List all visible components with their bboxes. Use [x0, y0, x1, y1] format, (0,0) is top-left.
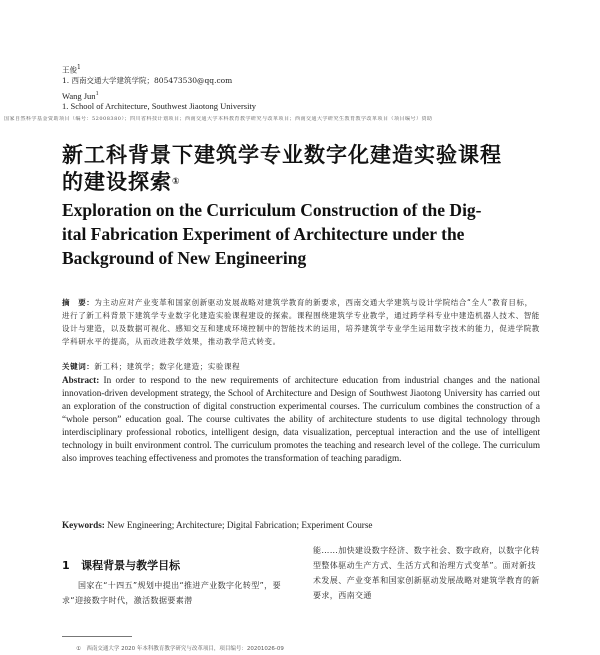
footnote-rule	[62, 636, 132, 637]
title-footnote-mark: ①	[172, 177, 181, 187]
footnote: ① 西南交通大学 2020 年本科教育教学研究与改革项目，项目编号：20201026-09	[76, 646, 284, 652]
section-right-paragraph: 能……加快建设数字经济、数字社会、数字政府，以数字化转型整体驱动生产方式、生活方式和治理方式变革”。面对新技术发展、产业变革和国家创新驱动发展战略对建筑学教育的新要求，西南交通	[313, 546, 540, 600]
author-cn: 王俊$^1$	[62, 64, 81, 75]
keywords-en-text: New Engineering; Architecture; Digital Fabrication; Experiment Course	[107, 520, 373, 530]
keywords-cn-text: 新工科；建筑学；数字化建造；实验课程	[94, 362, 241, 371]
section-number: 1	[62, 559, 70, 572]
title-en-line3: Background of New Engineering	[62, 248, 307, 268]
keywords-cn	[62, 360, 240, 373]
abstract-cn-label: 摘 要：	[62, 298, 95, 307]
title-en-line1: Exploration on the Curriculum Construction of the Dig-	[62, 200, 482, 220]
author-en: Wang Jun$^1$	[62, 90, 99, 101]
abstract-cn	[62, 296, 540, 360]
abstract-en-label: Abstract:	[62, 375, 100, 385]
section-heading	[62, 557, 180, 573]
title-cn-line1: 新工科背景下建筑学专业数字化建造实验课程	[62, 143, 502, 167]
title-cn-line2: 的建设探索①	[62, 170, 181, 194]
section-left-paragraph: 国家在“十四五”规划中提出“推进产业数字化转型”，要求“迎接数字时代，激活数据要素潜	[62, 581, 281, 605]
abstract-en-text: In order to respond to the new requirements of architecture education from industrial changes and the national innovation-driven development strategy, the School of Architecture and Design of Southwest Jiaotong University has carried out an exploration of the construction of digital construction experimental courses. The curriculum combines the construction of a “whole person” education goal. The course cultivates the ability of architecture students to use digital technology through interdisciplinary professional robotics, intelligent design, data visualization, perceptual interaction and the use of intelligent technology in built environment control. The curriculum promotes the teaching and research level of the college. The curriculum also improves teaching effectiveness and promotes the transformation of teaching paradigm.	[62, 375, 540, 463]
keywords-cn-label: 关键词：	[62, 362, 95, 371]
affiliation-cn: 1. 西南交通大学建筑学院；805473530@qq.com	[62, 76, 233, 85]
funding-note: 国家自然科学基金资助项目（编号：52008380）；四川省科技计划项目；西南交通大学本科教育教学研究与改革项目；西南交通大学研究生教育教学改革项目（项目编号）资助	[4, 116, 433, 122]
abstract-en	[62, 374, 540, 518]
title-en-line2: ital Fabrication Experiment of Architecture under the	[62, 224, 465, 244]
keywords-en-label: Keywords:	[62, 520, 105, 530]
section-title: 课程背景与教学目标	[81, 559, 181, 572]
affiliation-en: 1. School of Architecture, Southwest Jiaotong University	[62, 101, 257, 111]
abstract-cn-text: 为主动应对产业变革和国家创新驱动发展战略对建筑学教育的新要求，西南交通大学建筑与设计学院结合“全人”教育目标，进行了新工科背景下建筑学专业数字化建造实验课程建设的探索。课程围绕建筑学专业教学，通过跨学科专业中建造机器人技术、智能设计与建造，以及数据可视化、感知交互和建成环境控制中的智能技术的运用，培养建筑学专业学生运用数字技术的能力，促进学院教学科研水平的提高，从而改进教学效果，推动教学范式转变。	[62, 298, 540, 346]
keywords-en	[62, 519, 540, 532]
